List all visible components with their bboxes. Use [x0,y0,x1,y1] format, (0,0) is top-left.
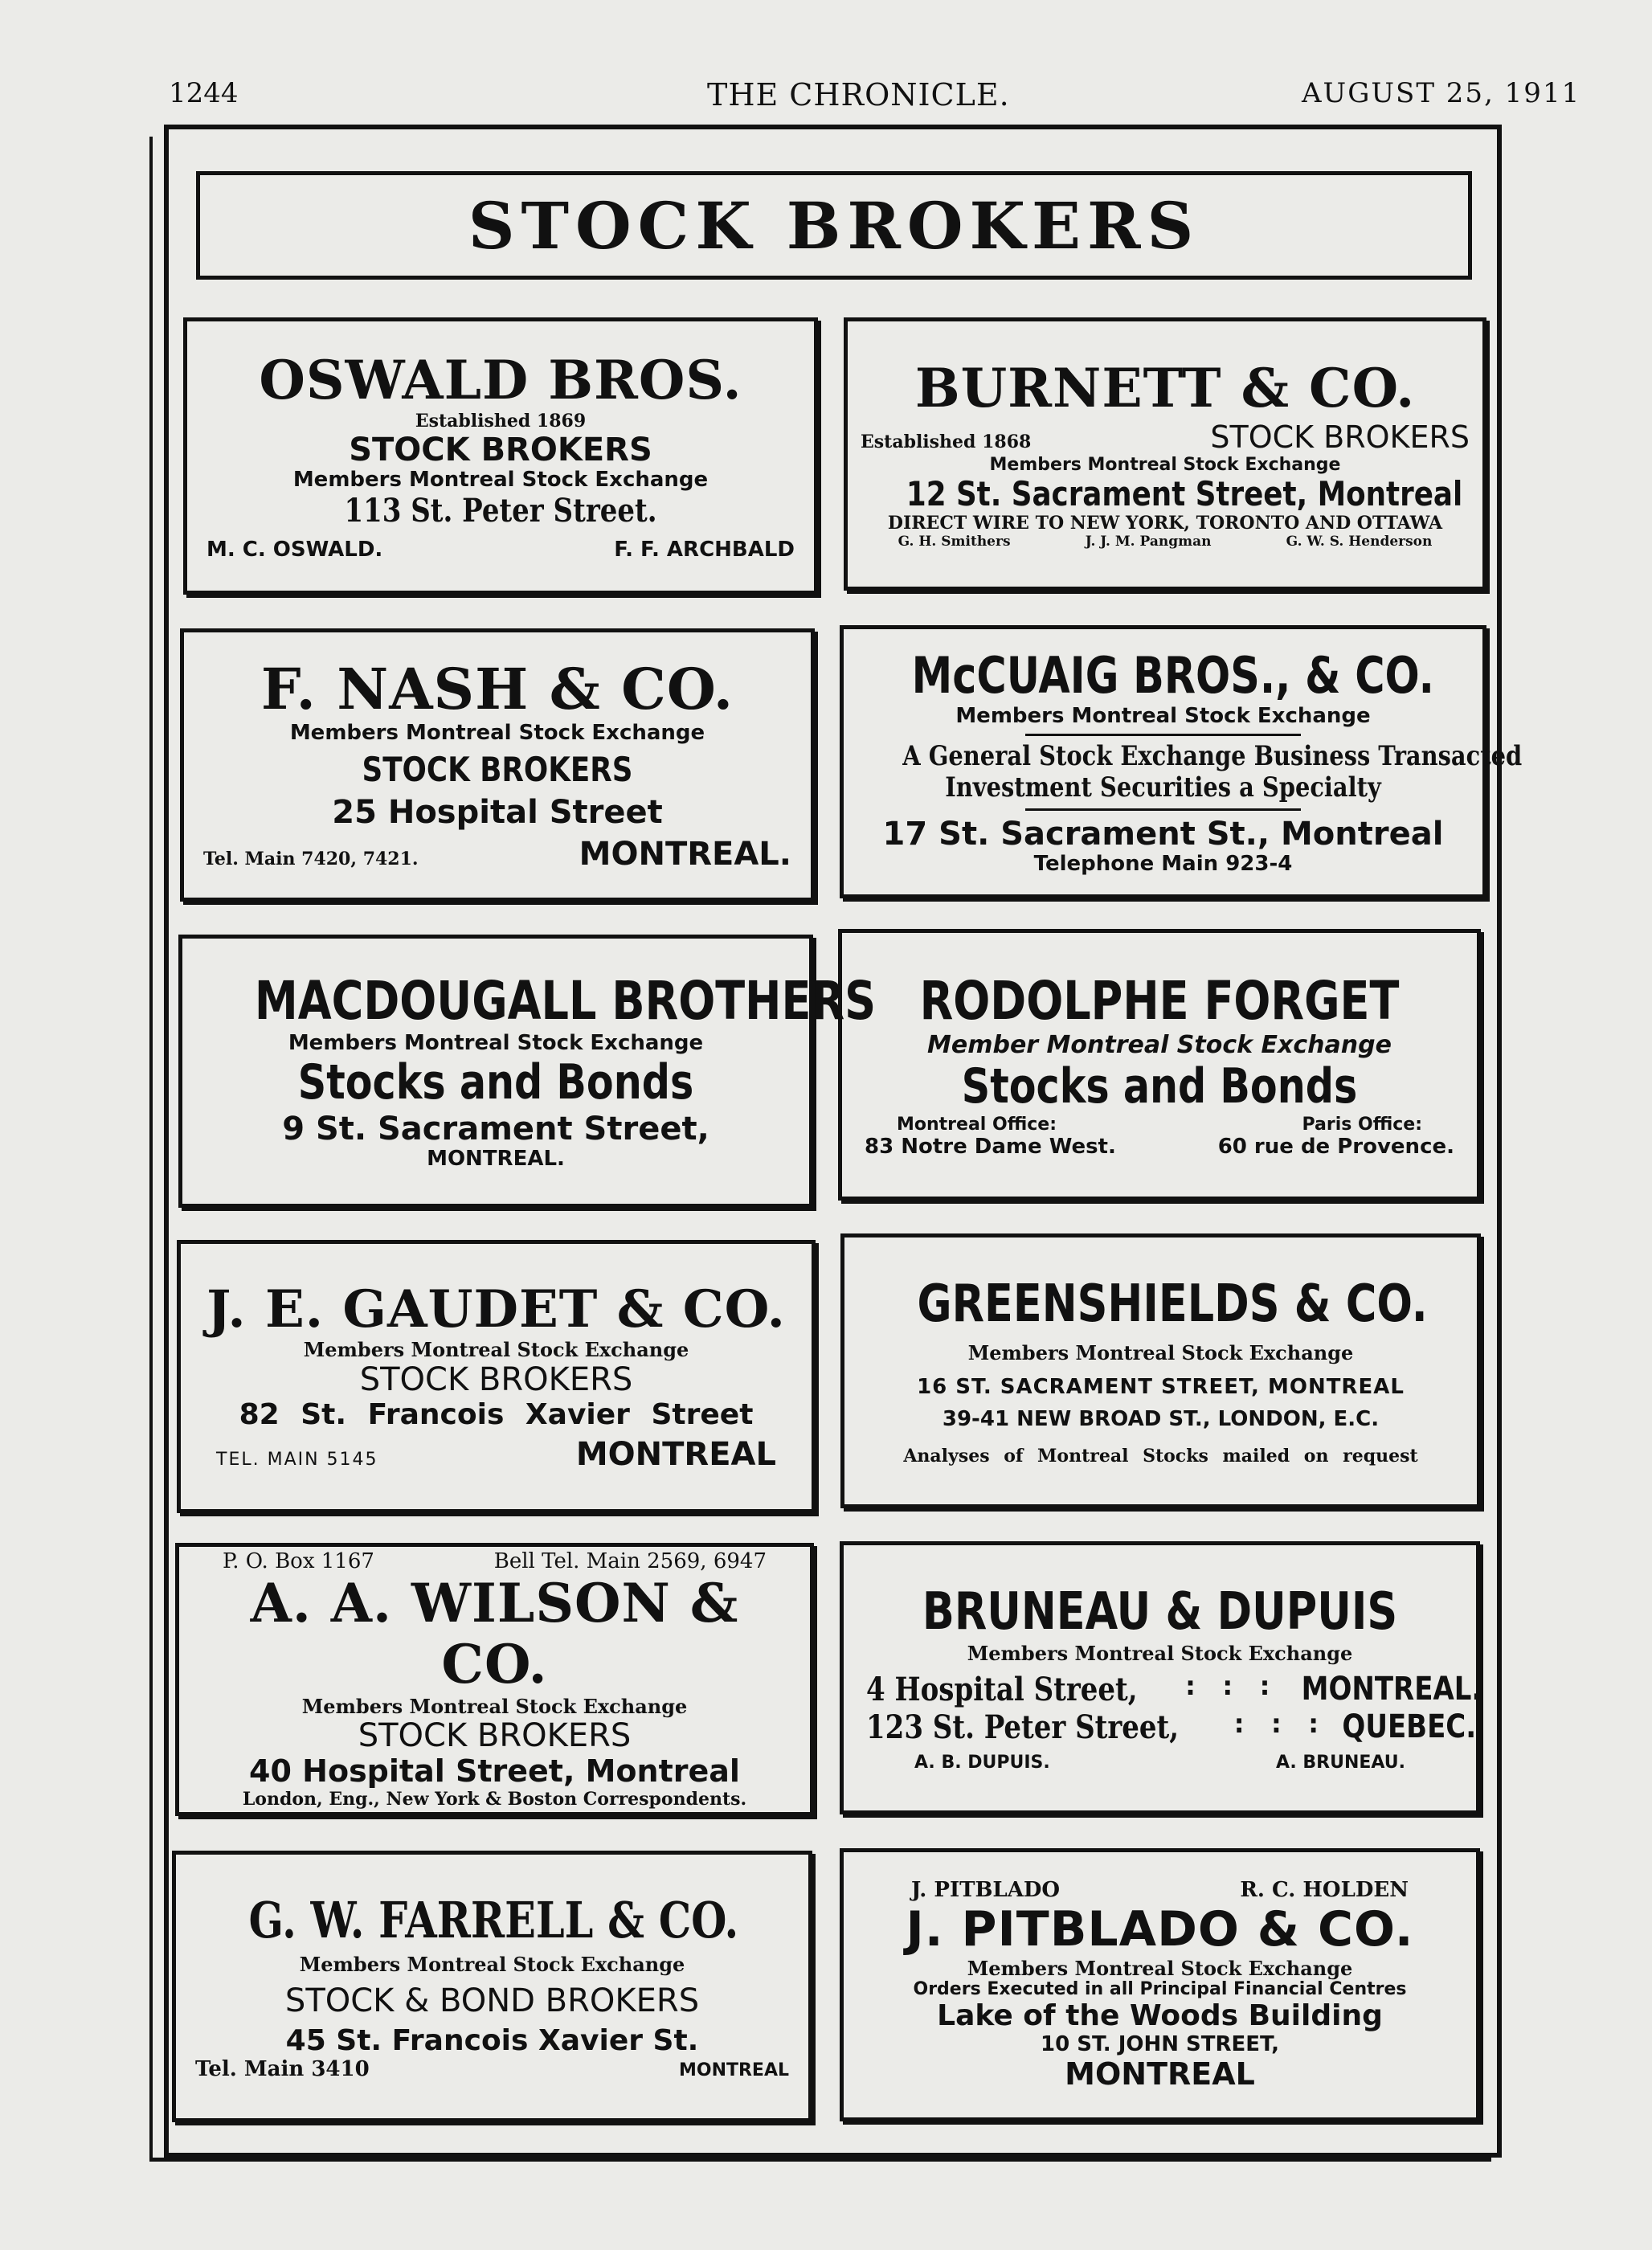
ad-bruneau-dupuis [840,1541,1480,1814]
established: Established 1868 [861,431,1032,452]
ad-mccuaig-bros [840,625,1523,898]
firm-name: BRUNEAU & DUPUIS [922,1581,1398,1642]
exchange-membership: Members Montreal Stock Exchange [303,1338,689,1362]
business-type: STOCK BROKERS [349,432,652,469]
city: MONTREAL [575,1436,776,1474]
divider [1025,734,1301,736]
ad-f-nash-co [180,628,815,902]
business-line: A General Stock Exchange Business Transacted [902,739,1523,772]
established-row [861,419,1470,455]
partner-right: F. F. ARCHBALD [614,538,795,562]
building: Lake of the Woods Building [937,1999,1383,2033]
exchange-membership: Members Montreal Stock Exchange [967,1641,1353,1665]
divider [1025,808,1301,811]
separator: : : : [1233,1708,1319,1740]
contact-row [200,1436,792,1473]
ad-j-pitblado-co [840,1848,1480,2121]
address: 12 St. Sacrament Street, Montreal [906,473,1463,513]
business-type: STOCK BROKERS [358,1717,632,1755]
firm-name: G. W. FARRELL & CO. [248,1890,739,1949]
montreal-office: 83 Notre Dame West. [865,1135,1116,1160]
partners [863,1878,1457,1902]
exchange-membership: Members Montreal Stock Exchange [967,1341,1354,1365]
page-number: 1244 [169,77,239,109]
exchange-membership: Members Montreal Stock Exchange [289,721,705,746]
telephone: Telephone Main 923-4 [1033,851,1293,876]
established: Established 1869 [415,410,587,432]
contact-row [203,836,791,873]
contact-row [195,2057,789,2081]
firm-name: McCUAIG BROS., & CO. [911,646,1434,706]
partner-right: R. C. HOLDEN [1240,1877,1409,1902]
ad-rodolphe-forget [838,929,1481,1201]
ad-burnett-co [844,317,1486,591]
firm-name: RODOLPHE FORGET [919,969,1400,1032]
firm-name: MACDOUGALL BROTHERS [254,969,877,1032]
partners [861,534,1470,550]
ad-macdougall-brothers [178,935,877,1208]
separator: : : : [1185,1671,1270,1702]
london-address: 39-41 NEW BROAD ST., LONDON, E.C. [942,1406,1380,1431]
partner-left: J. PITBLADO [911,1877,1061,1902]
city: MONTREAL. [579,836,791,873]
office-addresses [865,1135,1454,1159]
business-type: STOCK & BOND BROKERS [284,1982,700,2019]
address: 25 Hospital Street [332,794,663,832]
ad-oswald-bros [183,317,818,595]
address: 40 Hospital Street, Montreal [249,1753,740,1790]
publication-title: THE CHRONICLE. [707,77,1010,112]
exchange-membership: Member Montreal Stock Exchange [927,1030,1392,1059]
exchange-membership: Members Montreal Stock Exchange [292,468,709,493]
ad-a-a-wilson-co [175,1543,814,1816]
section-title: STOCK BROKERS [196,171,1472,280]
bell-telephone: Bell Tel. Main 2569, 6947 [493,1548,767,1573]
exchange-membership: Members Montreal Stock Exchange [288,1030,704,1055]
direct-wire: DIRECT WIRE TO NEW YORK, TORONTO AND OTTAWA [887,513,1443,534]
partner-left: M. C. OSWALD. [206,538,383,562]
firm-name: A. A. WILSON & CO. [250,1571,739,1696]
business-type: Stocks and Bonds [961,1058,1358,1115]
exchange-membership: Members Montreal Stock Exchange [989,454,1341,475]
firm-name: BURNETT & CO. [914,356,1416,419]
exchange-membership: Members Montreal Stock Exchange [299,1953,685,1977]
montreal-address: 4 Hospital Street, [866,1671,1138,1709]
partner-1: G. H. Smithers [898,534,1011,550]
paris-office: 60 rue de Provence. [1217,1135,1454,1160]
address: 45 St. Francois Xavier St. [285,2023,699,2057]
telephone: Tel. Main 3410 [195,2057,370,2082]
montreal-address-row [866,1671,1482,1709]
address: 113 St. Peter Street. [344,492,657,530]
ad-g-w-farrell-co [172,1851,812,2122]
business-type: STOCK BROKERS [1210,419,1470,455]
specialty-line: Investment Securities a Specialty [945,771,1381,804]
telephone: TEL. MAIN 5145 [216,1450,378,1471]
firm-name: GREENSHIELDS & CO. [917,1274,1428,1334]
partner-left: A. B. DUPUIS. [914,1753,1050,1773]
montreal-city: MONTREAL. [1302,1671,1482,1708]
quebec-address: 123 St. Peter Street, [866,1708,1180,1747]
firm-name: F. NASH & CO. [260,655,734,722]
exchange-membership: Members Montreal Stock Exchange [301,1694,688,1718]
business-type: STOCK BROKERS [359,1360,633,1398]
ad-j-e-gaudet-co [177,1240,816,1513]
address: 10 ST. JOHN STREET, [1041,2031,1279,2056]
address: 17 St. Sacrament St., Montreal [882,815,1444,853]
city: MONTREAL [1065,2056,1255,2092]
contact-top [198,1549,791,1573]
firm-name: J. PITBLADO & CO. [906,1900,1414,1958]
quebec-address-row [866,1708,1477,1747]
city: MONTREAL [678,2060,789,2081]
office-labels [865,1115,1454,1135]
paris-office-label: Paris Office: [1302,1115,1422,1135]
issue-date: AUGUST 25, 1911 [1302,77,1581,109]
partner-3: G. W. S. Henderson [1286,534,1433,550]
po-box: P. O. Box 1167 [223,1548,374,1573]
quebec-city: QUEBEC. [1342,1708,1477,1746]
correspondents: London, Eng., New York & Boston Correspondents. [242,1788,747,1810]
montreal-address: 16 ST. SACRAMENT STREET, MONTREAL [917,1375,1405,1400]
exchange-membership: Members Montreal Stock Exchange [967,1956,1353,1980]
business-type: STOCK BROKERS [362,750,633,790]
partners [206,538,795,562]
firm-name: J. E. GAUDET & CO. [206,1278,786,1340]
montreal-office-label: Montreal Office: [897,1115,1057,1135]
partners [866,1753,1454,1773]
firm-name: OSWALD BROS. [259,348,742,411]
address: 82 St. Francois Xavier Street [239,1397,754,1431]
ad-greenshields-co [840,1233,1481,1508]
note: Analyses of Montreal Stocks mailed on request [903,1445,1418,1467]
orders-note: Orders Executed in all Principal Financial Centres [913,1979,1407,2000]
city: MONTREAL. [427,1147,565,1172]
partner-right: A. BRUNEAU. [1275,1753,1405,1773]
address: 9 St. Sacrament Street, [282,1111,709,1148]
partner-2: J. J. M. Pangman [1085,534,1212,550]
telephone: Tel. Main 7420, 7421. [203,849,419,870]
business-type: Stocks and Bonds [297,1054,694,1111]
exchange-membership: Members Montreal Stock Exchange [955,703,1371,728]
